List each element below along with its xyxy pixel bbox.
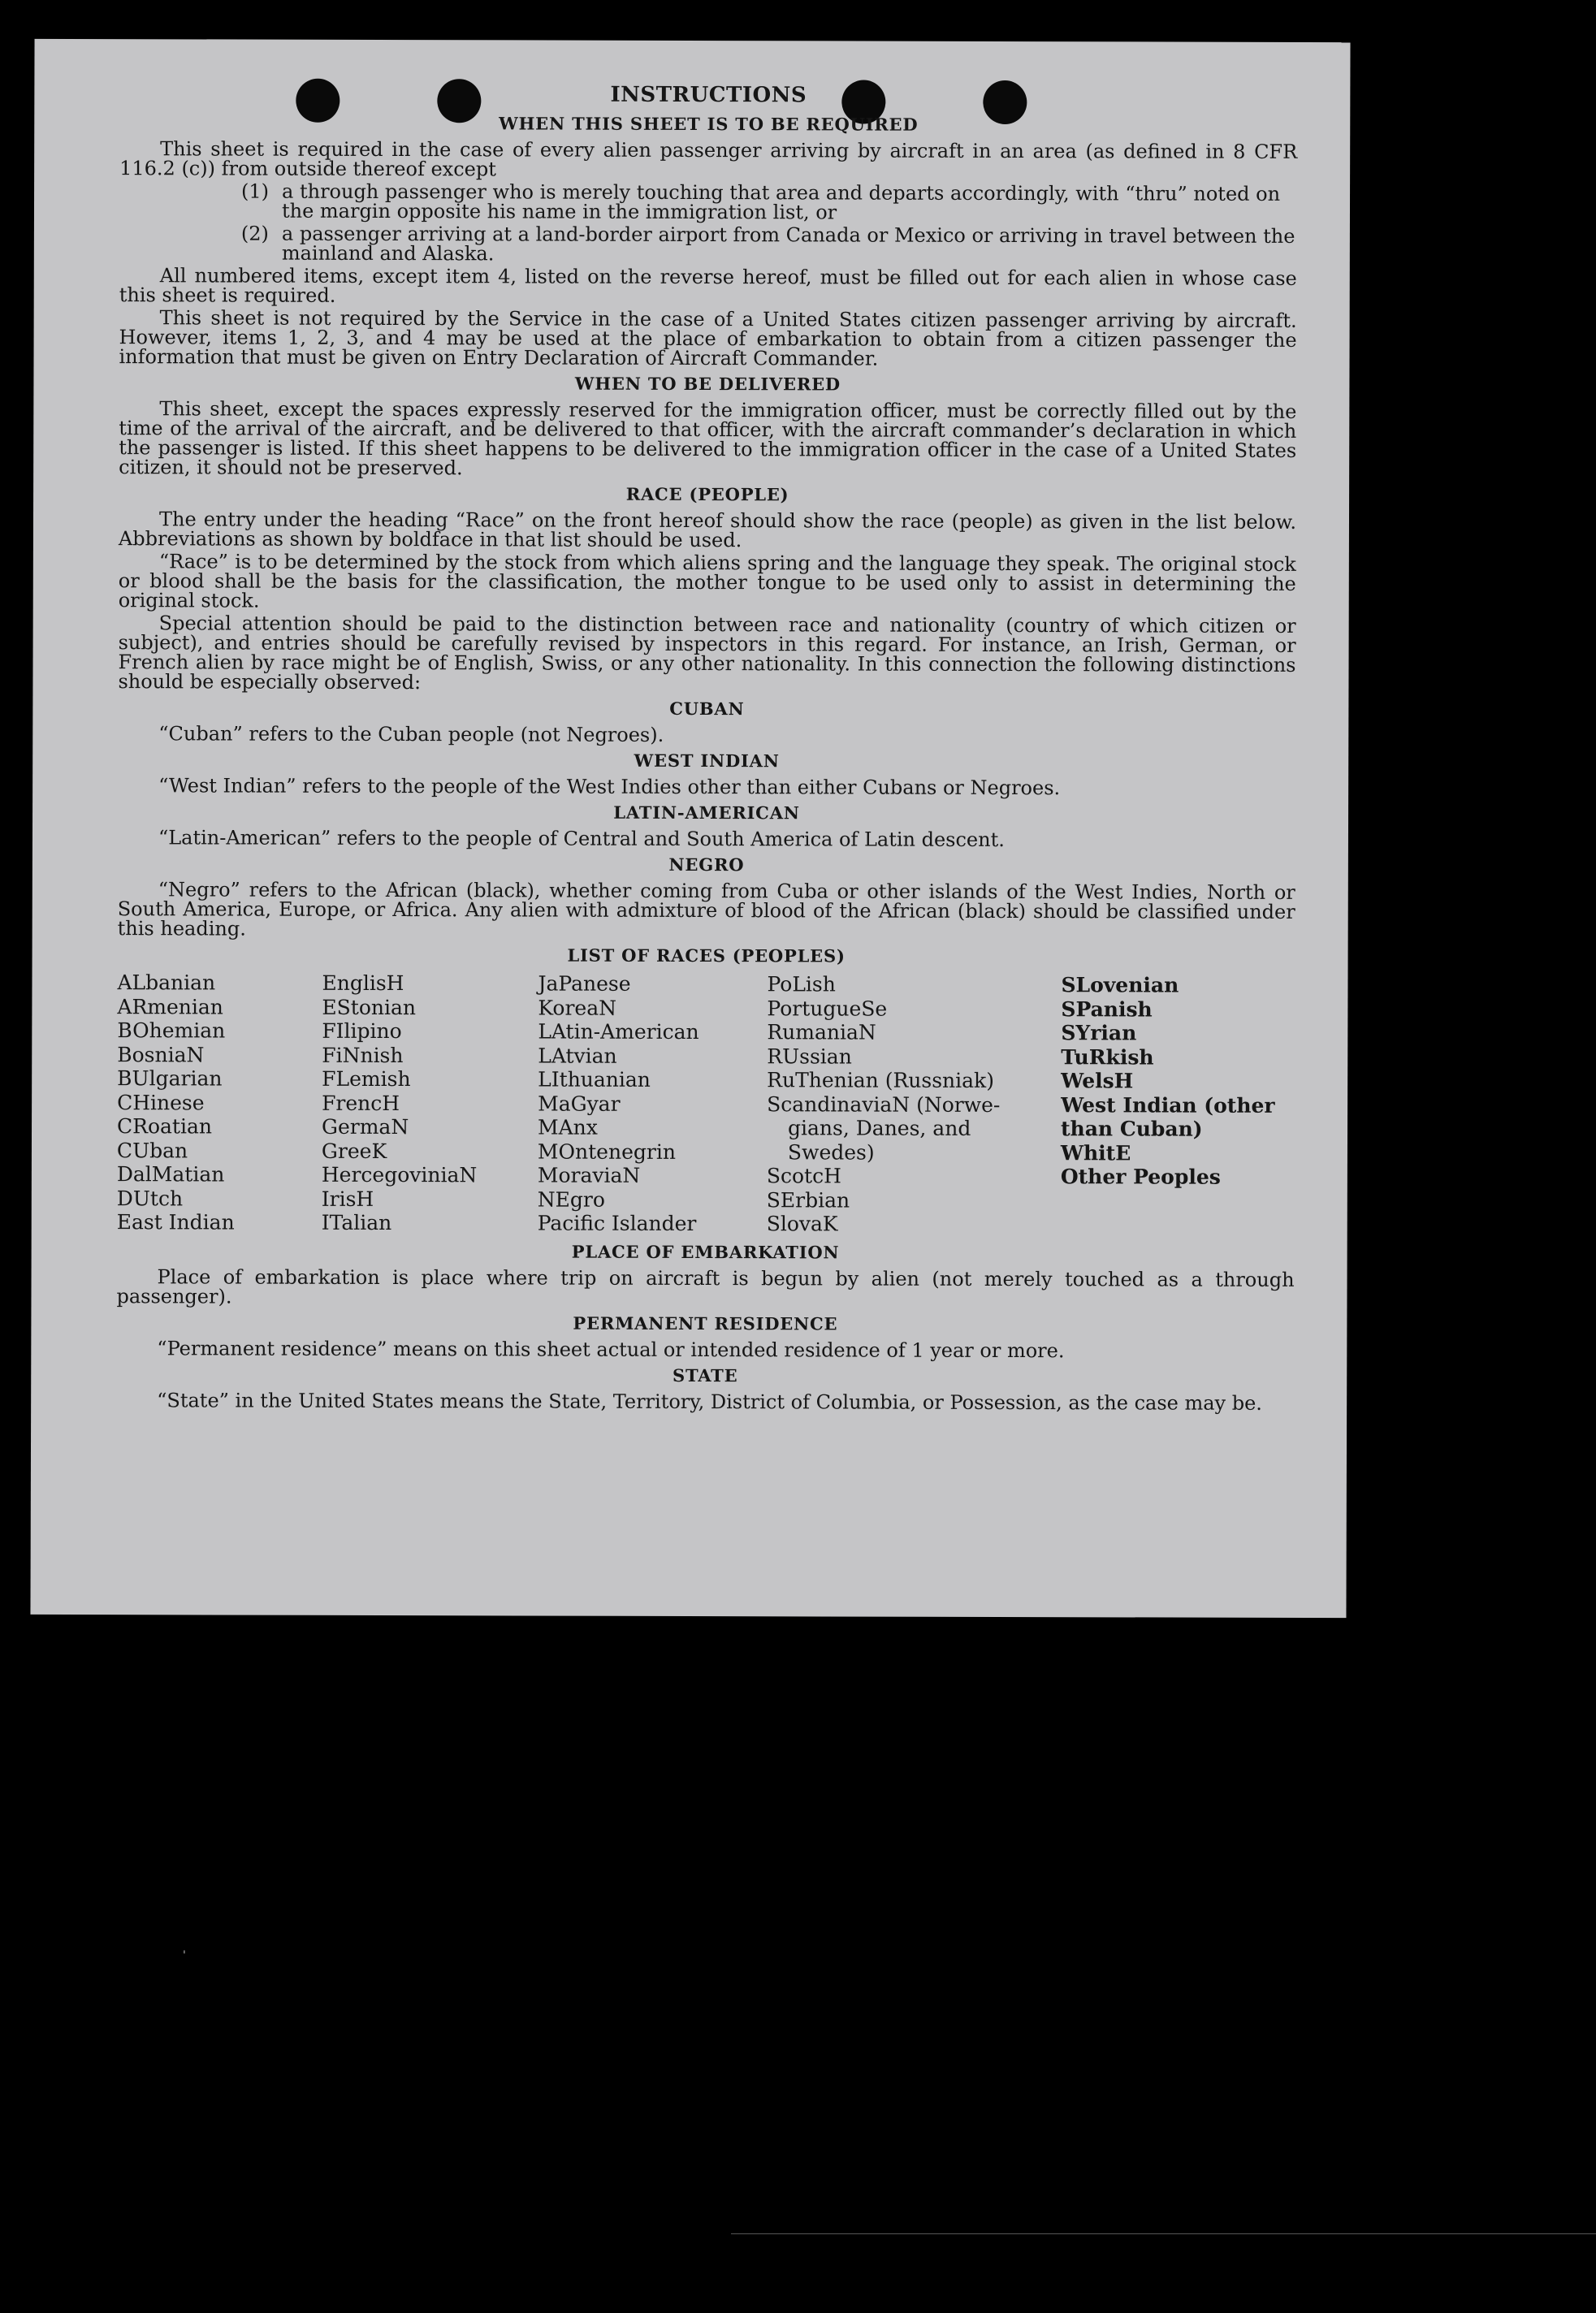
paragraph: “Negro” refers to the African (black), whether coming from Cuba or other islands of the West Indies, North or South America, Europe, or Africa. Any alien with admixture of blood of the African (black) should be classified under this heading. [117,878,1295,940]
race-entry: NEgro [537,1187,605,1212]
race-column [322,971,538,1235]
race-entry: East Indian [116,1210,235,1234]
paragraph: Special attention should be paid to the distinction between race and nationality (country of which citizen or subject), and entries should be carefully revised by inspectors in this regard. For instance, an Irish, German, or French alien by race might be of English, Swiss, or any other nationality. In this connection the following distinctions should be especially observed: [118,612,1296,694]
race-list [117,971,1295,1237]
section-heading: NEGRO [668,854,745,875]
item-text: a through passenger who is merely touching that area and departs accordingly, with “thru” noted on the margin opposite his name in the immigration list, or [281,179,1281,224]
race-entry: PortugueSe [767,996,888,1021]
section-heading: WHEN TO BE DELIVERED [574,373,841,395]
race-entry: ScandinaviaN (Norwe- [767,1092,1001,1117]
race-entry: CHinese [117,1090,205,1114]
section-heading: WEST INDIAN [634,750,780,772]
race-entry: GermaN [321,1114,409,1139]
race-entry: ARmenian [117,994,223,1018]
race-entry: SPanish [1061,997,1153,1021]
race-entry: Other Peoples [1060,1165,1221,1189]
race-entry: LAtin-American [538,1019,699,1044]
race-entry: EnglisH [322,971,404,996]
item-number: (2) [240,222,269,245]
section-heading: RACE (PEOPLE) [625,483,789,505]
paragraph: This sheet is required in the case of every alien passenger arriving by aircraft in an area (as defined in 8 CFR 116.2 (c)) from outside thereof except [119,137,1298,181]
paragraph: “Latin-American” refers to the people of Central and South America of Latin descent. [158,826,1005,852]
race-entry: SErbian [766,1187,850,1213]
section-heading: PLACE OF EMBARKATION [571,1241,840,1262]
section-heading: STATE [672,1364,738,1386]
item-number: (1) [241,179,270,203]
race-entry: gians, Danes, and [787,1116,971,1140]
race-entry: DUtch [116,1186,184,1210]
race-entry: West Indian (other [1061,1092,1275,1118]
race-entry: SLovenian [1061,973,1179,997]
race-entry: HercegoviniaN [321,1162,478,1187]
race-entry: FiNnish [322,1043,404,1067]
race-entry: ALbanian [117,971,216,995]
race-entry: FrencH [322,1091,400,1115]
section-heading: LATIN-AMERICAN [613,802,800,824]
list-item [241,179,1297,224]
paragraph: “State” in the United States means the State, Territory, District of Columbia, or Possession, as the case may be. [157,1388,1262,1415]
section-heading: PERMANENT RESIDENCE [573,1312,838,1334]
section-heading: LIST OF RACES (PEOPLES) [567,945,846,966]
scan-speck: ' [183,1949,186,1962]
race-entry: EStonian [322,995,417,1019]
document-sheet [30,39,1350,1618]
race-column [1061,973,1295,1237]
race-entry: LAtvian [538,1044,617,1068]
race-entry: than Cuban) [1060,1117,1203,1141]
race-entry: RUssian [767,1044,852,1069]
race-column [767,972,1062,1236]
paragraph: All numbered items, except item 4, listed on the reverse hereof, must be filled out for each alien in whose case this sheet is required. [119,264,1297,307]
race-entry: PoLish [767,972,836,997]
race-entry: RuThenian (Russniak) [767,1068,995,1092]
race-entry: WelsH [1061,1069,1134,1093]
race-entry: CUban [116,1138,188,1162]
item-text: a passenger arriving at a land-border airport from Canada or Mexico or arriving in travel between the mainland and Alaska. [281,222,1295,266]
race-entry: KoreaN [538,996,617,1020]
scan-artifact-line [731,2233,1596,2234]
paragraph: This sheet, except the spaces expressly reserved for the immigration officer, must be correctly filled out by the time of the arrival of the aircraft, and be delivered to that officer, with the aircraft commander’s declaration in which the passenger is listed. If this sheet happens to be delivered to the immigration officer in the case of a United States citizen, it should not be preserved. [119,397,1297,480]
race-entry: Swedes) [787,1139,875,1165]
paragraph: “West Indian” refers to the people of the West Indies other than either Cubans or Negroes. [158,774,1061,800]
race-entry: ITalian [321,1210,392,1235]
race-entry: SYrian [1061,1021,1137,1045]
race-column [117,971,322,1234]
race-entry: LIthuanian [538,1067,651,1092]
race-entry: MoraviaN [537,1163,641,1187]
race-entry: SlovaK [766,1212,838,1236]
race-entry: MaGyar [538,1092,621,1116]
race-entry: JaPanese [538,971,631,996]
race-entry: DalMatian [116,1162,225,1187]
section-heading: CUBAN [669,698,745,720]
race-entry: Pacific Islander [537,1211,697,1236]
paragraph: Place of embarkation is place where trip on aircraft is begun by alien (not merely touched as a through passenger). [116,1265,1295,1308]
document-title: INSTRUCTIONS [610,82,807,108]
race-column [538,972,768,1236]
paragraph: “Race” is to be determined by the stock from which aliens spring and the language they speak. The original stock or blood shall be the basis for the classification, the mother tongue to be used only to assist in determining the original stock. [118,550,1296,612]
list-item [241,224,1297,266]
race-entry: GreeK [321,1139,387,1163]
race-entry: BUlgarian [117,1066,223,1091]
race-entry: IrisH [321,1187,374,1211]
paragraph: “Cuban” refers to the Cuban people (not Negroes). [158,722,664,746]
paragraph: “Permanent residence” means on this sheet actual or intended residence of 1 year or more. [157,1336,1065,1362]
race-entry: TuRkish [1061,1044,1154,1069]
race-entry: BosniaN [117,1042,205,1066]
race-entry: CRoatian [116,1114,213,1139]
race-entry: RumaniaN [767,1020,876,1044]
race-entry: FIlipino [322,1018,402,1044]
race-entry: FLemish [322,1066,411,1092]
section-heading: WHEN THIS SHEET IS TO BE REQUIRED [499,113,919,135]
race-entry: MAnx [537,1115,598,1139]
race-entry: BOhemian [117,1018,226,1043]
race-entry: MOntenegrin [537,1139,676,1164]
document-body [116,84,1297,1416]
paragraph: The entry under the heading “Race” on the front hereof should show the race (people) as given in the list below. Abbreviations as shown by boldface in that list should be used. [118,508,1297,552]
race-entry: ScotcH [766,1164,841,1188]
paragraph: This sheet is not required by the Service in the case of a United States citizen passenger arriving by aircraft. However, items 1, 2, 3, and 4 may be used at the place of embarkation to obtain from a citizen passenger the information that must be given on Entry Declaration of Aircraft Commander. [119,306,1297,370]
race-entry: WhitE [1060,1140,1131,1165]
